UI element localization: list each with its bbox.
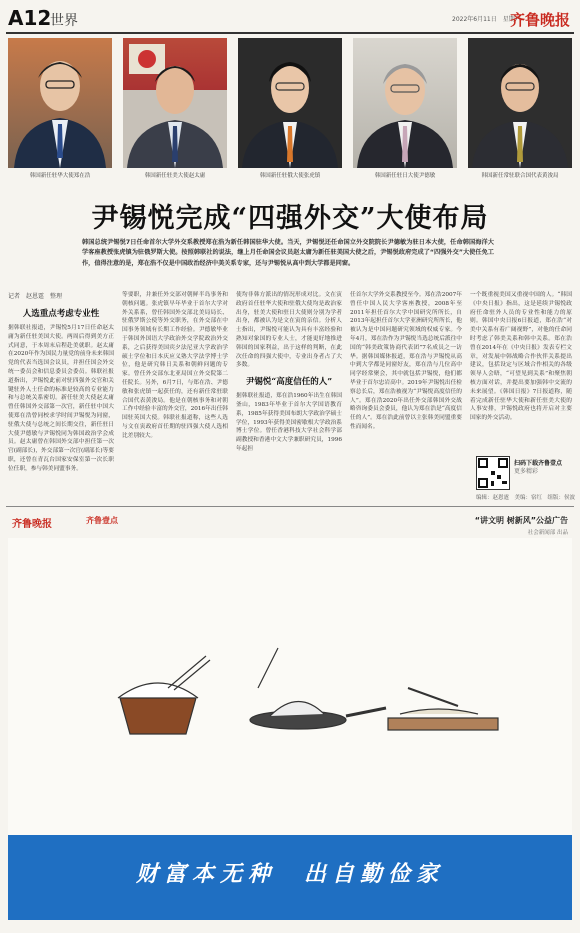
page-header — [0, 0, 580, 34]
editor-credits: 编辑：赵恩霆 美编：宿红 组版：侯波 — [476, 495, 576, 501]
ad-slogan-band — [8, 835, 572, 920]
page-number: A12 — [8, 6, 52, 30]
column-text: 一个既重视美国又重视中国的人。“韩国《中央日报》指出，这是延续尹锡悦政府任命驻外人员的专业性和能力的原则。韩国中央日报6日报道，郑在浩“对美中关系有着广阔视野”，对他的任命同时考虑了韩美关系和韩中关系。郑在浩曾在2014年在《中央日报》发表专栏文章，对发展中韩战略合作伙伴关系提出建议，包括设定与区域合作相关的各级领导人会晤，“可望见到关系”和聚焦朝核方面对话，并提出要加强韩中交流的未来展望。《韩国日报》7日报道称，随着完成新任驻华大使和新任驻美大使的人事安排，尹锡悦政府也将开启对主要国家的外交活动。 — [470, 292, 572, 422]
portrait-2 — [123, 38, 227, 190]
column-text: 据韩联社报道，尹锡悦5月17日任命赵太庸为新任驻美国大使。两周后得到美方正式同意，于本周末启程赴美就职。赵太庸在2020年作为国民力量党的前身未来韩国党的代表当选国会议员，并担任国会外交统一委员会和信息委员会委员。韩联社报道指出，尹锡悦此前对驻四强外交官和关键驻外人士任命的标准是较高的专业能力和与总统关系密切。新任驻美大使赵太庸曾任韩国外交部第一次官，新任驻中国大使郑在浩曾同校求学时间尹锡悦为同窗，驻俄大使与总统之间长期交往，新任驻日大使尹德敏与尹锡悦同为韩国政治学会成员。赵太庸曾在韩国外交部中担任第一次官(副部长)，外交部第一次官(副部长)等要职，还曾在青瓦台国家安保室第一次长职位任职，参与韩美同盟事务。 — [8, 325, 114, 472]
ad-brand-logo: 齐鲁晚报 — [12, 519, 52, 530]
lead-paragraph: 韩国总统尹锡悦7日任命首尔大学外交系教授郑在浩为新任韩国驻华大使。当天，尹锡悦还任命国立外交院院长尹德敏为驻日本大使，任命韩国海洋大学客座教授张虎镇为驻俄罗斯大使。按照韩联社的说法，继上月任命国会议员赵太庸为新任驻美国大使之后，尹锡悦政府完成了“四强外交”大使任免工作，值得注意的是，郑在浩不仅是中国政治经济中美关系专家，还与尹锡悦从高中到大学都是同窗。 — [82, 239, 494, 267]
ad-brand-logo-2: 齐鲁壹点 — [86, 516, 118, 525]
column-text: 任首尔大学外交系教授至今。郑在浩2007年曾任中国人民大学客座教授，2008年至2011年担任首尔大学中国研究所所长，自2013年起担任首尔大学亚洲研究所所长，他被认为是中国问题研究领域的权威专家。今年4月，郑在浩作为尹锡悦当选总统后派往中国的“韩美政策协商代表团”7名成员之一访华。据韩国媒体报道，郑在浩与尹锡悦从高中到大学都是同窗好友，郑在浩与几位高中同学经常聚会，其中就包括尹锡悦，他们都毕业于首尔忠岩高中。2019年尹锡悦出任检察总长后，郑在浩被视为“尹锡悦高度信任的人”。郑在浩2020年出任外交部韩国外交战略咨询委员会委员，他认为郑在浩是“高度信任的人”。郑在浩此前曾以主张韩美同盟重要性而闻名。 — [350, 292, 462, 430]
column-text: 使均非韩方派出的情况形成对比。文在寅政府首任驻华大使和驻俄大使均是政治家出身，驻美大使和驻日大使则分别为学者出身，都被认为是文在寅的亲信。分析人士指出，尹锡悦可能认为具有丰富经验和熟知对象国的专业人士，才能更好地推进韩国的国家利益，出于这样的判断，在此次任命的四强大使中，专业出身者占了大多数。 — [236, 292, 342, 369]
byline: 记者 赵恩霆 整理 — [8, 293, 63, 300]
section-name: 世界 — [50, 13, 78, 29]
column-text: 据韩联社报道，郑在浩1960年出生在韩国釜山，1983年毕业于首尔大学国语教育系，1985年获得美国布朗大学政治学硕士学位，1993年获得美国密歇根大学政治系博士学位。曾任香港科技大学社会科学部副教授和香港中文大学兼职研究员，1996年起担 — [236, 393, 342, 452]
ad-campaign-title: “讲文明 树新风”公益广告 — [474, 516, 568, 525]
ad-illustration — [8, 538, 572, 838]
portrait-photo — [8, 38, 112, 168]
portrait-row — [8, 38, 572, 190]
headline: 尹锡悦完成“四强外交”大使布局 — [91, 203, 489, 234]
portrait-photo — [238, 38, 342, 168]
portrait-1 — [8, 38, 112, 190]
subheading: 尹锡悦“高度信任的人” — [245, 377, 333, 388]
newspaper-logo: 齐鲁晚报 — [509, 11, 570, 29]
portrait-caption: 韩国新任驻华大使郑在浩 — [29, 173, 91, 179]
header-rule — [6, 32, 574, 34]
article-column-3 — [236, 291, 342, 503]
subheading: 人选重点考虑专业性 — [22, 309, 100, 319]
portrait-caption: 韩国新任常驻联合国代表黄浚局 — [481, 173, 559, 179]
portrait-photo — [123, 38, 227, 168]
portrait-4 — [353, 38, 457, 190]
portrait-photo — [468, 38, 572, 168]
ad-header — [8, 512, 572, 536]
qr-caption: 扫码下载齐鲁壹点 更多精彩 — [514, 460, 563, 475]
article-column-2 — [122, 291, 228, 503]
issue-date: 2022年6月11日 星期六 — [452, 16, 521, 23]
portrait-photo — [353, 38, 457, 168]
article-column-4 — [350, 291, 462, 503]
portrait-5 — [468, 38, 572, 190]
article-column-1 — [8, 302, 114, 502]
article-column-5 — [470, 291, 572, 451]
section-divider — [6, 506, 574, 507]
portrait-caption: 韩国新任驻俄大使张虎镇 — [259, 173, 321, 179]
ad-publisher: 社会新闻部 出品 — [527, 530, 568, 536]
portrait-caption: 韩国新任驻美大使赵太庸 — [144, 173, 206, 179]
column-text: 等要职，并兼任外交部对朝鲜半岛事务和朝核问题。张虎镇早年毕业于首尔大学对外关系系，曾任韩国外交部北美局局长、驻俄罗斯公使等外交职务，在外交部在中国事务领域有长期工作经验。尹德敏毕业于韩国外国语大学政治外交学院政治外交系，之后获得美国宾夕法尼亚大学政治学硕士学位和日本庆应义塾大学法学博士学位，他是研究韩日关系和朝鲜问题的专家。曾任外交部东北亚局国立外交院第二任院长。另外，6月7日，与郑在浩、尹德敏和张虎镇一起获任的，还有新任常驻联合国代表黄浚局。他是在朝核事务和对朝工作中经验丰富的外交官，2016年出任韩国驻英国大使。韩联社报道称，这些人选与文在寅政府首任期的驻四强大使人选相比差别较大。 — [122, 292, 228, 439]
qr-code[interactable] — [476, 456, 510, 490]
portrait-3 — [238, 38, 342, 190]
ad-slogan: 财富本无种 出自勤俭家 — [135, 861, 444, 887]
portrait-caption: 韩国新任驻日大使尹德敏 — [374, 173, 436, 179]
